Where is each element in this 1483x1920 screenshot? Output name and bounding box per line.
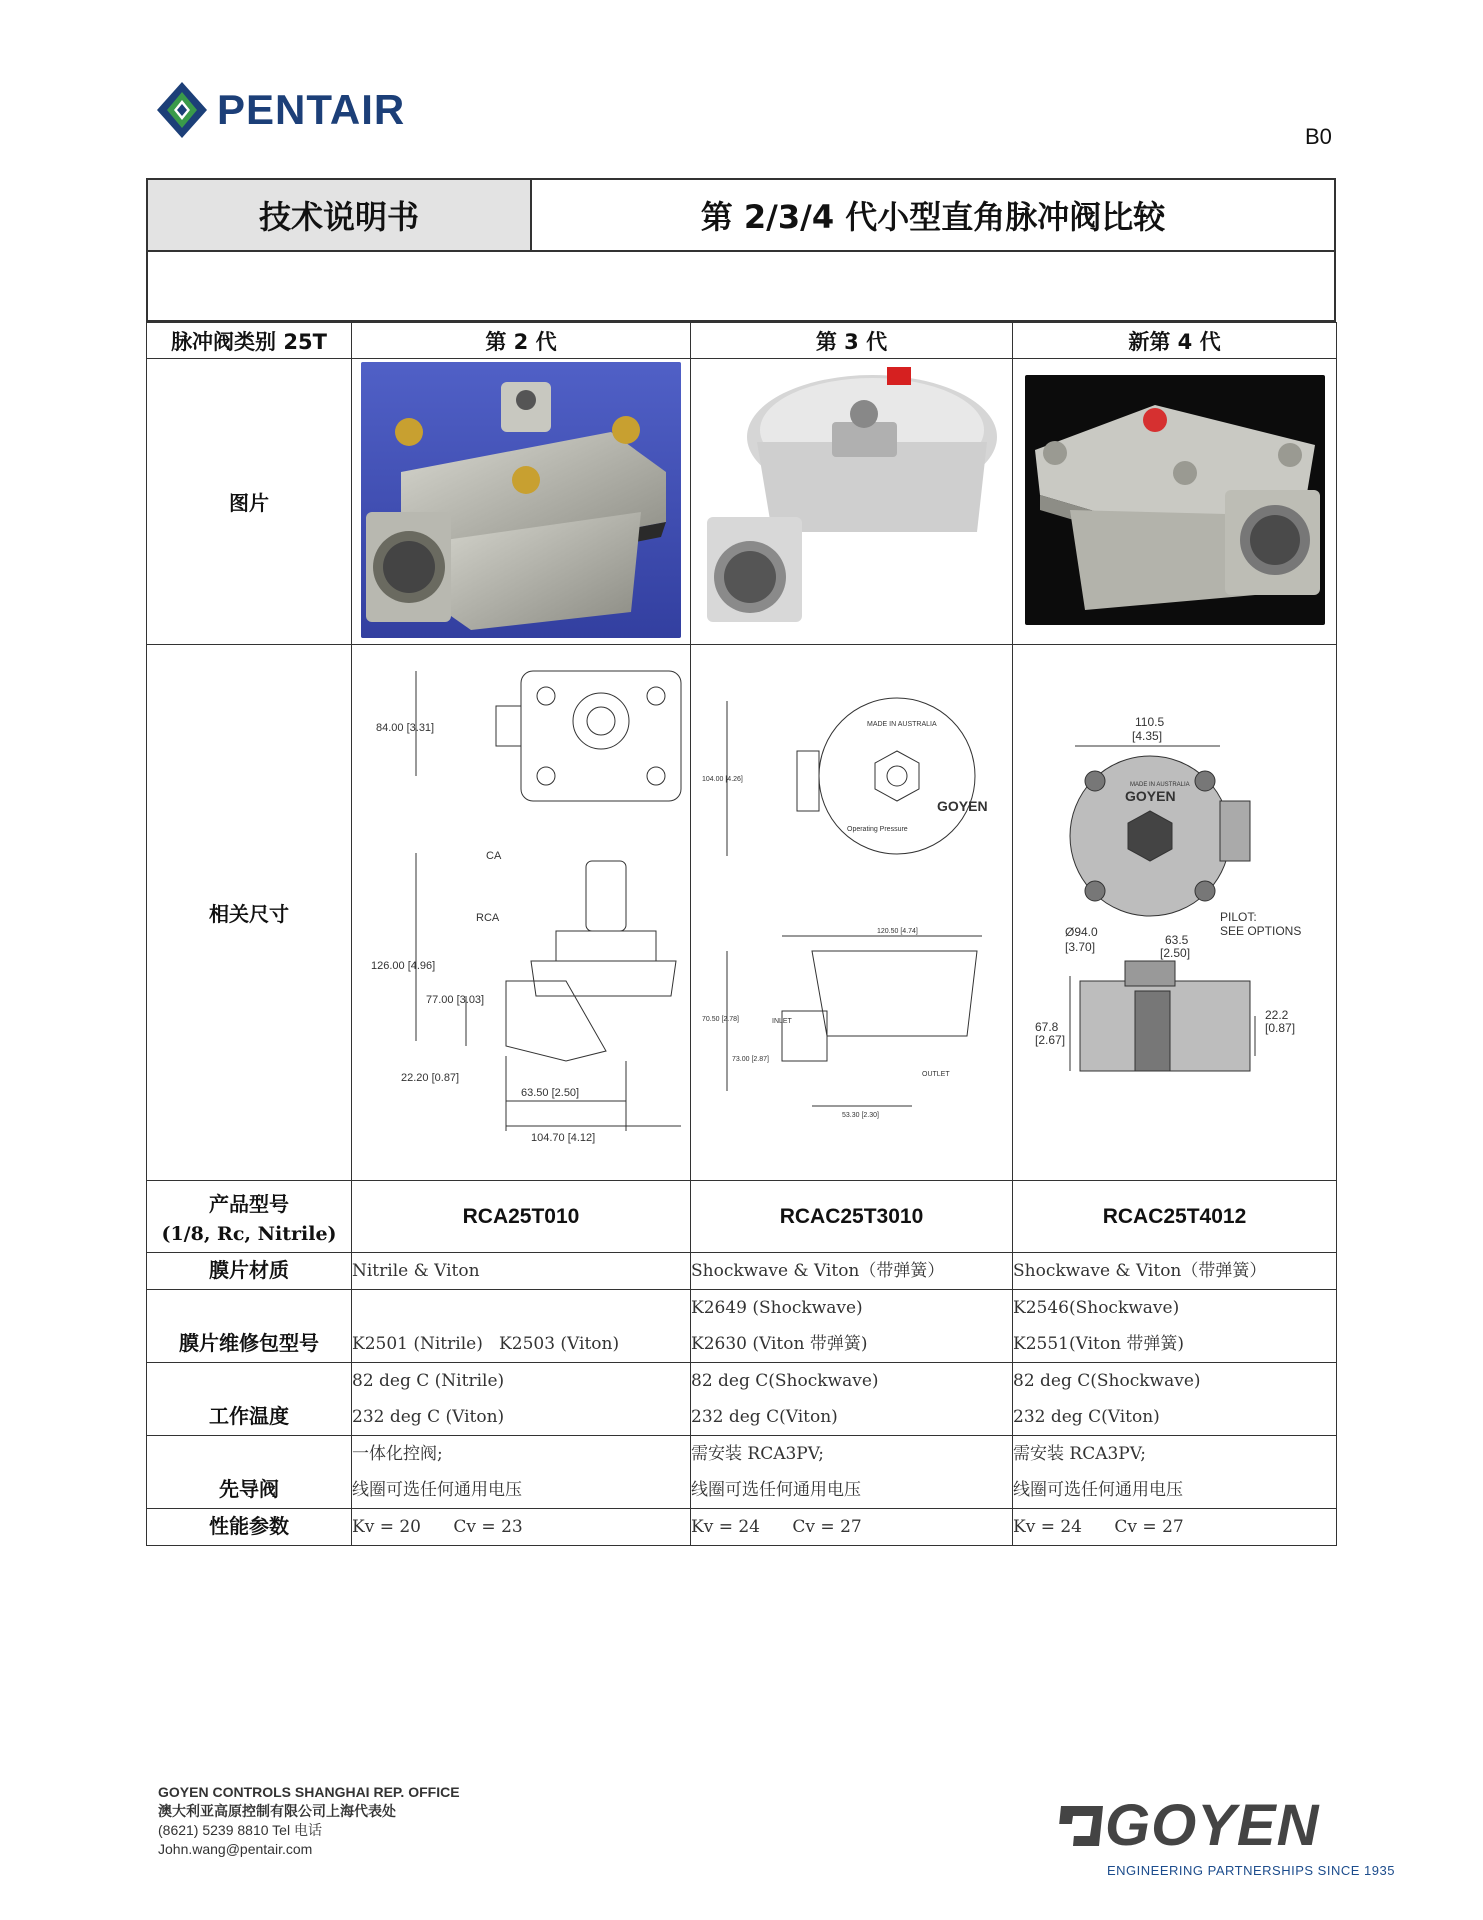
dim-label: GOYEN — [936, 797, 988, 814]
valve-photo-gen2 — [361, 362, 681, 638]
dim-label: [3.70] — [1064, 939, 1095, 954]
goyen-name: GOYEN — [1105, 1793, 1320, 1858]
table-row — [147, 1509, 1337, 1546]
goyen-mark-icon — [1055, 1802, 1105, 1850]
dim-label: 70.50 [2.78] — [701, 1015, 739, 1023]
model-cell: RCAC25T3010 — [691, 1181, 1013, 1253]
spec-line: 一体化控阀; — [352, 1444, 443, 1464]
spec-line: 232 deg C(Viton) — [1013, 1407, 1160, 1427]
table-row — [147, 1253, 1337, 1290]
model-cell: RCAC25T4012 — [1013, 1181, 1337, 1253]
dim-label: 77.00 [3.03] — [426, 993, 485, 1006]
dim-label: 104.00 [4.26] — [701, 775, 743, 783]
dim-label: [0.87] — [1264, 1020, 1295, 1035]
dim-label: GOYEN — [1124, 787, 1176, 804]
spec-line: Shockwave & Viton（带弹簧） — [1013, 1261, 1267, 1281]
row-label — [147, 1181, 352, 1253]
dim-label: [2.50] — [1159, 945, 1190, 960]
table-header-row — [147, 323, 1337, 359]
column-header: 脉冲阀类别 25T — [147, 323, 352, 359]
dim-label: CA — [486, 849, 502, 862]
dim-label: 73.00 [2.87] — [731, 1055, 769, 1063]
spec-line: 232 deg C(Viton) — [691, 1407, 838, 1427]
dim-label: 22.20 [0.87] — [401, 1071, 460, 1084]
dims-gen2 — [352, 645, 691, 1181]
footer-contact — [158, 1783, 460, 1859]
dimension-drawing-gen2 — [356, 651, 686, 1171]
table-row-photo — [147, 359, 1337, 645]
row-label: 图片 — [147, 359, 352, 645]
spec-line: 232 deg C (Viton) — [352, 1407, 505, 1427]
spec-line: 需安装 RCA3PV; — [1013, 1444, 1147, 1464]
dim-label: SEE OPTIONS — [1219, 923, 1301, 938]
dim-label: 104.70 [4.12] — [531, 1131, 596, 1144]
dim-label: MADE IN AUSTRALIA — [866, 720, 937, 728]
row-label: 相关尺寸 — [147, 645, 352, 1181]
dim-label: PILOT: — [1219, 909, 1257, 924]
photo-gen4 — [1013, 359, 1337, 645]
footer-company-cn: 澳大利亚高原控制有限公司上海代表处 — [158, 1803, 396, 1819]
footer-phone: (8621) 5239 8810 Tel 电话 — [158, 1822, 322, 1838]
dim-label: 84.00 [3.31] — [376, 721, 435, 734]
table-row — [147, 1436, 1337, 1509]
doc-type-title: 技术说明书 — [148, 180, 532, 250]
spec-line: Nitrile & Viton — [352, 1261, 480, 1281]
goyen-tagline: ENGINEERING PARTNERSHIPS SINCE 1935 — [1107, 1863, 1395, 1878]
page-code: B0 — [1305, 124, 1332, 149]
goyen-logo — [1055, 1792, 1395, 1878]
dim-label: RCA — [476, 911, 500, 924]
row-label: 膜片材质 — [147, 1253, 352, 1290]
spec-line: K2630 (Viton 带弹簧) — [691, 1334, 868, 1354]
title-block — [146, 178, 1336, 252]
dim-label: 67.8 — [1034, 1019, 1058, 1034]
row-label: 工作温度 — [147, 1363, 352, 1436]
spec-line: Kv = 20 Cv = 23 — [352, 1517, 523, 1537]
row-label-line: (1/8, Rc, Nitrile) — [161, 1223, 337, 1245]
dim-label: [4.35] — [1131, 728, 1162, 743]
dim-label: 22.2 — [1264, 1007, 1288, 1022]
spec-cell — [1013, 1509, 1337, 1546]
spec-line: Kv = 24 Cv = 27 — [1013, 1517, 1184, 1537]
spec-cell — [1013, 1253, 1337, 1290]
table-row-model — [147, 1181, 1337, 1253]
spec-cell — [691, 1509, 1013, 1546]
dim-label: 126.00 [4.96] — [371, 959, 436, 972]
row-label-line: 产品型号 — [209, 1192, 289, 1216]
photo-gen3 — [691, 359, 1013, 645]
dim-label: 53.30 [2.30] — [841, 1111, 879, 1119]
valve-photo-gen3 — [702, 362, 1002, 638]
spec-line: Shockwave & Viton（带弹簧） — [691, 1261, 945, 1281]
dim-label: 63.5 — [1164, 932, 1188, 947]
spec-line: 线圈可选任何通用电压 — [1013, 1480, 1183, 1500]
dims-gen3 — [691, 645, 1013, 1181]
model-cell: RCA25T010 — [352, 1181, 691, 1253]
spec-cell — [1013, 1436, 1337, 1509]
dimension-drawing-gen3 — [697, 651, 1007, 1171]
spec-line: 需安装 RCA3PV; — [691, 1444, 825, 1464]
spec-line: K2649 (Shockwave) — [691, 1298, 863, 1318]
footer-company-en: GOYEN CONTROLS SHANGHAI REP. OFFICE — [158, 1784, 460, 1800]
dim-label: Ø94.0 — [1064, 924, 1098, 939]
dim-label: [2.67] — [1034, 1032, 1065, 1047]
dim-label: INLET — [771, 1017, 792, 1025]
photo-gen2 — [352, 359, 691, 645]
spec-cell — [352, 1509, 691, 1546]
spec-cell — [352, 1436, 691, 1509]
doc-main-title: 第 2/3/4 代小型直角脉冲阀比较 — [700, 198, 1166, 236]
spec-cell — [691, 1363, 1013, 1436]
dim-label: Operating Pressure — [846, 825, 908, 833]
dim-label: 120.50 [4.74] — [876, 927, 918, 935]
dimension-drawing-gen4 — [1020, 651, 1330, 1171]
table-row — [147, 1290, 1337, 1363]
spec-cell — [691, 1290, 1013, 1363]
column-header: 第 2 代 — [352, 323, 691, 359]
spec-cell — [1013, 1290, 1337, 1363]
spec-line: Kv = 24 Cv = 27 — [691, 1517, 862, 1537]
spec-line: 82 deg C(Shockwave) — [691, 1371, 879, 1391]
spec-line: 线圈可选任何通用电压 — [352, 1480, 522, 1500]
dim-label: 63.50 [2.50] — [521, 1086, 580, 1099]
spec-line: 线圈可选任何通用电压 — [691, 1480, 861, 1500]
spec-cell — [352, 1363, 691, 1436]
dim-label: 110.5 — [1134, 714, 1164, 729]
row-label: 先导阀 — [147, 1436, 352, 1509]
dims-gen4 — [1013, 645, 1337, 1181]
column-header: 新第 4 代 — [1013, 323, 1337, 359]
spec-line: K2546(Shockwave) — [1013, 1298, 1180, 1318]
pentair-logo — [155, 80, 405, 140]
brand-name: PENTAIR — [217, 86, 406, 133]
dim-label: MADE IN AUSTRALIA — [1129, 781, 1190, 788]
spec-cell — [352, 1253, 691, 1290]
spec-line: K2501 (Nitrile) K2503 (Viton) — [352, 1334, 620, 1354]
footer-email: John.wang@pentair.com — [158, 1841, 313, 1857]
spec-line: 82 deg C(Shockwave) — [1013, 1371, 1201, 1391]
pentair-diamond-icon — [155, 80, 209, 140]
spec-cell — [352, 1290, 691, 1363]
column-header: 第 3 代 — [691, 323, 1013, 359]
spec-line: K2551(Viton 带弹簧) — [1013, 1334, 1185, 1354]
spec-line: 82 deg C (Nitrile) — [352, 1371, 505, 1391]
dim-label: OUTLET — [921, 1070, 950, 1078]
spec-cell — [691, 1253, 1013, 1290]
table-row-dimensions — [147, 645, 1337, 1181]
blank-row — [146, 252, 1336, 322]
row-label: 膜片维修包型号 — [147, 1290, 352, 1363]
spec-cell — [1013, 1363, 1337, 1436]
text-rows — [147, 1253, 1337, 1546]
valve-photo-gen4 — [1025, 375, 1325, 625]
spec-cell — [691, 1436, 1013, 1509]
table-row — [147, 1363, 1337, 1436]
row-label: 性能参数 — [147, 1509, 352, 1546]
comparison-table — [146, 322, 1337, 1546]
